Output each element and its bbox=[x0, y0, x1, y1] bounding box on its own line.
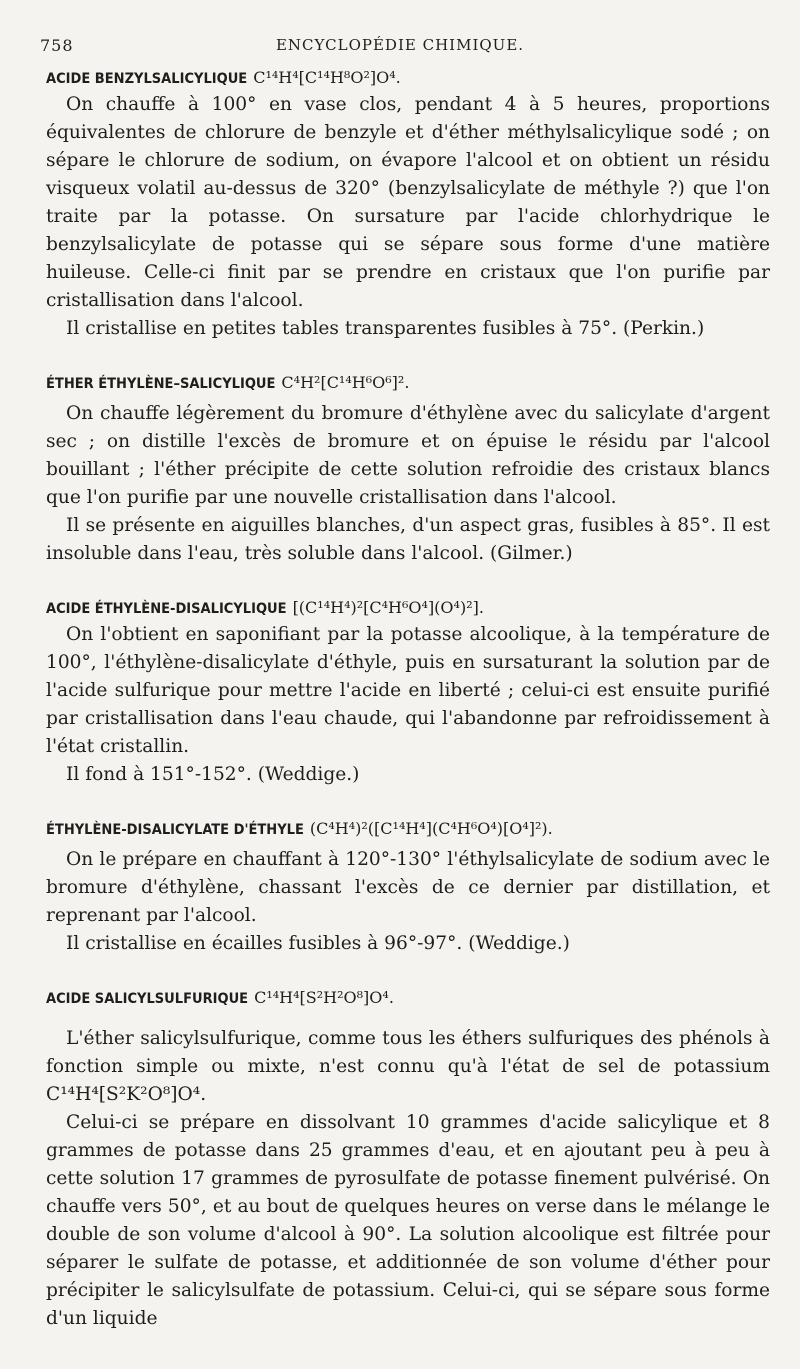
page-number: 758 bbox=[40, 36, 74, 55]
section-formula: C¹⁴H⁴[S²H²O⁸]O⁴. bbox=[254, 988, 394, 1007]
page-content bbox=[46, 66, 770, 1333]
section-title: ÉTHYLÈNE-DISALICYLATE D'ÉTHYLE bbox=[46, 822, 304, 838]
section-formula: C⁴H²[C¹⁴H⁶O⁶]². bbox=[281, 373, 410, 392]
paragraph: Il se présente en aiguilles blanches, d'un aspect gras, fusibles à 85°. Il est insoluble dans l'eau, très soluble dans l'alcool. (Gilmer.) bbox=[46, 515, 770, 564]
section-benzylsalicylique bbox=[46, 66, 770, 343]
paragraph: On chauffe légèrement du bromure d'éthylène avec du salicylate d'argent sec ; on distille l'excès de bromure et on épuise le résidu par l'alcool bouillant ; l'éther précipite de cette solution refroidie des cristaux blancs que l'on purifie par une nouvelle cristallisation dans l'alcool. bbox=[46, 403, 770, 508]
section-salicylsulfurique bbox=[46, 986, 770, 1333]
paragraph: On chauffe à 100° en vase clos, pendant 4 à 5 heures, proportions équivalentes de chlorure de benzyle et d'éther méthylsalicylique sodé ; on sépare le chlorure de sodium, on évapore l'alcool et on obtient un résidu visqueux volatil au-dessus de 320° (benzylsalicylate de méthyle ?) que l'on traite par la potasse. On sursature par l'acide chlorhydrique le benzylsalicylate de potasse qui se sépare sous forme d'une matière huileuse. Celle-ci finit par se prendre en cristaux que l'on purifie par cristallisation dans l'alcool. bbox=[46, 94, 770, 311]
section-title: ACIDE SALICYLSULFURIQUE bbox=[46, 991, 249, 1007]
paragraph: Il cristallise en écailles fusibles à 96°-97°. (Weddige.) bbox=[66, 933, 570, 954]
paragraph: Il fond à 151°-152°. (Weddige.) bbox=[66, 764, 360, 785]
paragraph: On le prépare en chauffant à 120°-130° l'éthylsalicylate de sodium avec le bromure d'éthylène, chassant l'excès de ce dernier par distillation, et reprenant par l'alcool. bbox=[46, 849, 770, 926]
running-title: ENCYCLOPÉDIE CHIMIQUE. bbox=[275, 36, 525, 54]
section-ethylene-disalicylate-ethyle bbox=[46, 817, 770, 958]
paragraph: Il cristallise en petites tables transparentes fusibles à 75°. (Perkin.) bbox=[66, 318, 705, 339]
section-heading bbox=[46, 66, 770, 91]
section-heading bbox=[46, 371, 770, 396]
section-formula: C¹⁴H⁴[C¹⁴H⁸O²]O⁴. bbox=[253, 68, 401, 87]
paragraph: Celui-ci se prépare en dissolvant 10 grammes d'acide salicylique et 8 grammes de potasse dans 25 grammes d'eau, et en ajoutant peu à peu à cette solution 17 grammes de pyrosulfate de potasse finement pulvérisé. On chauffe vers 50°, et au bout de quelques heures on verse dans le mélange le double de son volume d'alcool à 90°. La solution alcoolique est filtrée pour séparer le sulfate de potasse, et additionnée de son volume d'éther pour précipiter le salicylsulfate de potassium. Celui-ci, qui se sépare sous forme d'un liquide bbox=[46, 1112, 770, 1329]
page-header bbox=[40, 36, 760, 60]
paragraph: On l'obtient en saponifiant par la potasse alcoolique, à la température de 100°, l'éthylène-disalicylate d'éthyle, puis en sursaturant la solution par de l'acide sulfurique pour mettre l'acide en liberté ; celui-ci est ensuite purifié par cristallisation dans l'eau chaude, qui l'abandonne par refroidissement à l'état cristallin. bbox=[46, 624, 770, 757]
section-title: ACIDE BENZYLSALICYLIQUE bbox=[46, 71, 248, 87]
section-ethylene-disalicylique bbox=[46, 596, 770, 789]
section-heading bbox=[46, 596, 770, 621]
paragraph: L'éther salicylsulfurique, comme tous les éthers sulfuriques des phénols à fonction simple ou mixte, n'est connu qu'à l'état de sel de potassium C¹⁴H⁴[S²K²O⁸]O⁴. bbox=[46, 1028, 770, 1105]
section-ether-ethylene-salicylique bbox=[46, 371, 770, 568]
section-heading bbox=[46, 986, 770, 1011]
section-formula: [(C¹⁴H⁴)²[C⁴H⁶O⁴](O⁴)²]. bbox=[292, 598, 484, 617]
section-heading bbox=[46, 817, 770, 842]
section-title: ACIDE ÉTHYLÈNE-DISALICYLIQUE bbox=[46, 601, 287, 617]
section-formula: (C⁴H⁴)²([C¹⁴H⁴](C⁴H⁶O⁴)[O⁴]²). bbox=[309, 819, 553, 838]
section-title: ÉTHER ÉTHYLÈNE–SALICYLIQUE bbox=[46, 376, 276, 392]
